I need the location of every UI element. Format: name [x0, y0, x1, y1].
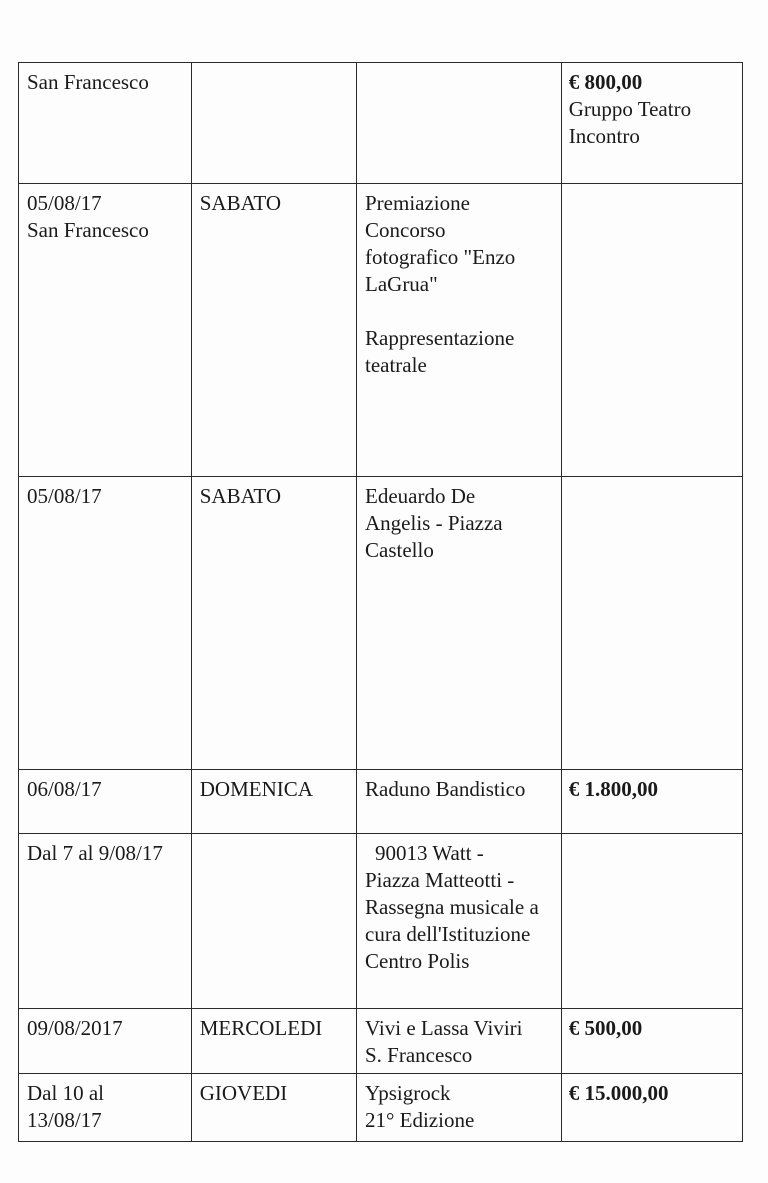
table-row: [19, 770, 743, 834]
date-cell: [19, 834, 192, 1009]
date-text: Dal 10 al: [27, 1081, 104, 1105]
event-cell: [357, 770, 562, 834]
event-text: Ypsigrock: [365, 1081, 451, 1105]
day-cell: [191, 184, 356, 477]
spacer: [365, 298, 561, 325]
day-text: SABATO: [199, 191, 282, 215]
day-cell: [191, 63, 356, 184]
event-text: Raduno Bandistico: [365, 777, 526, 801]
date-cell: [19, 63, 192, 184]
date-cell: [19, 184, 192, 477]
event-cell: [357, 477, 562, 770]
event-cell: [357, 1074, 562, 1142]
cost-cell: [561, 1009, 742, 1074]
event-cell: [357, 63, 562, 184]
day-cell: [191, 477, 356, 770]
table-row: [19, 184, 743, 477]
day-cell: [191, 770, 356, 834]
cost-cell: [561, 770, 742, 834]
cost-text: € 15.000,00: [568, 1081, 669, 1105]
event-text: Vivi e Lassa Viviri: [365, 1016, 523, 1040]
table-row: [19, 477, 743, 770]
event-text: cura dell'Istituzione: [365, 922, 531, 946]
event-cell: [357, 834, 562, 1009]
date-cell: [19, 770, 192, 834]
event-text: Premiazione: [365, 191, 470, 215]
event-text: S. Francesco: [365, 1043, 473, 1067]
date-cell: [19, 1074, 192, 1142]
cost-text: € 1.800,00: [568, 777, 658, 801]
table-row: [19, 1009, 743, 1074]
day-text: DOMENICA: [199, 777, 313, 801]
events-table: [18, 62, 743, 1142]
event-text: Rassegna musicale a: [365, 895, 539, 919]
date-text: 09/08/2017: [27, 1016, 123, 1040]
cost-note-text: Incontro: [568, 124, 640, 148]
table-row: [19, 834, 743, 1009]
date-text: Dal 7 al 9/08/17: [27, 841, 163, 865]
event-text: Centro Polis: [365, 949, 470, 973]
date-text: San Francesco: [27, 70, 149, 94]
cost-text: € 800,00: [568, 70, 643, 94]
event-text: 21° Edizione: [365, 1108, 475, 1132]
cost-cell: [561, 63, 742, 184]
cost-cell: [561, 184, 742, 477]
date-text: 05/08/17: [27, 484, 102, 508]
event-text: Edeuardo De: [365, 484, 476, 508]
event-text: Piazza Matteotti -: [365, 868, 515, 892]
day-cell: [191, 1074, 356, 1142]
location-text: San Francesco: [27, 218, 149, 242]
event-text: fotografico "Enzo: [365, 245, 516, 269]
cost-note-text: Gruppo Teatro: [568, 97, 692, 121]
day-cell: [191, 1009, 356, 1074]
event-text: Rappresentazione: [365, 326, 515, 350]
event-text: LaGrua": [365, 272, 438, 296]
date-cell: [19, 477, 192, 770]
day-cell: [191, 834, 356, 1009]
event-text: teatrale: [365, 353, 427, 377]
table-row: [19, 63, 743, 184]
cost-cell: [561, 477, 742, 770]
date-text: 06/08/17: [27, 777, 102, 801]
day-text: SABATO: [199, 484, 282, 508]
event-cell: [357, 184, 562, 477]
cost-cell: [561, 834, 742, 1009]
event-cell: [357, 1009, 562, 1074]
cost-cell: [561, 1074, 742, 1142]
day-text: MERCOLEDI: [199, 1016, 323, 1040]
event-text: Castello: [365, 538, 434, 562]
cost-text: € 500,00: [568, 1016, 643, 1040]
event-text: 90013 Watt -: [375, 841, 484, 865]
date-cell: [19, 1009, 192, 1074]
event-text: Concorso: [365, 218, 446, 242]
table-row: [19, 1074, 743, 1142]
event-text: Angelis - Piazza: [365, 511, 503, 535]
date-text: 05/08/17: [27, 191, 102, 215]
day-text: GIOVEDI: [199, 1081, 288, 1105]
date-text: 13/08/17: [27, 1108, 102, 1132]
